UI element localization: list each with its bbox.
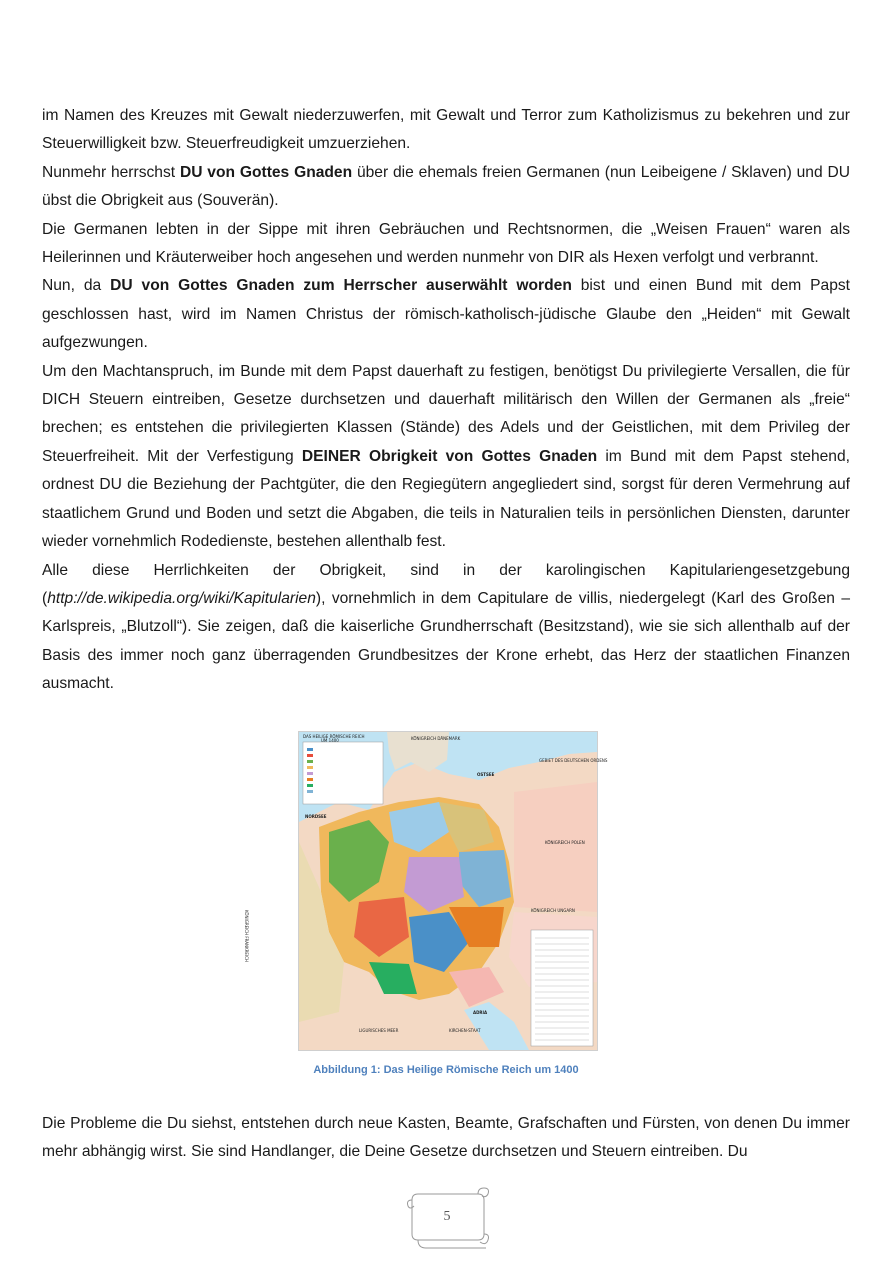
paragraph [42,102,850,159]
map-legend [303,742,383,804]
paragraph [42,272,850,357]
map-index [531,930,593,1046]
label-daenemark: KÖNIGREICH DÄNEMARK [411,736,461,741]
text-run: im Namen des Kreuzes mit Gewalt niederzuwerfen, mit Gewalt und Terror zum Katholizismus zu bekehren und zur Steuerwilligkeit bzw. Steuerfreudigkeit umzuerziehen. [42,107,850,153]
map-subtitle: UM 1400 [321,738,339,743]
page-number: 5 [443,1209,451,1224]
text-run: Alle diese Herrlichkeiten der Obrigkeit, sind in der karolingischen Kapitulariengesetzgebung ( [42,561,850,607]
text-run: DU von Gottes Gnaden zum Herrscher auserwählt worden [110,277,572,295]
text-run: über die ehemals freien Germanen (nun Leibeigene / Sklaven) und DU übst die Obrigkeit aus (Souverän). [42,163,850,210]
text-run: im Bund mit dem Papst stehend, ordnest DU die Beziehung der Pachtgüter, die den Regiegütern angegliedert sind, sorgst für deren Vermehrung auf staatlichem Grund und Boden und setzt die Abgaben, die teils in Naturalien teils in persönlichen Diensten, darunter wieder vornehmlich Rodedienste, bestehen allenthalb fest. [42,447,850,551]
label-kirchenstaat: KIRCHEN-STAAT [449,1028,481,1033]
text-run: DEINER Obrigkeit von Gottes Gnaden [301,447,598,465]
map-figure [244,731,608,1051]
holy-roman-empire-map [244,732,608,1050]
paragraph [42,358,850,557]
text-run: Nun, da [42,277,111,295]
text-run: DU von Gottes Gnaden [179,163,353,181]
text-run: bist und einen Bund mit dem Papst geschlossen hast, wird im Namen Christus der römisch-katholisch-jüdische Glaube den „Heiden“ mit Gewalt aufgezwungen. [42,277,851,352]
label-adria: ADRIA [473,1010,488,1015]
paragraph [42,216,850,273]
label-ligurisches-meer: LIGURISCHES MEER [359,1028,399,1033]
label-deutscher-orden: GEBIET DES DEUTSCHEN ORDENS [539,758,608,763]
figure-caption: Abbildung 1: Das Heilige Römische Reich um 1400 [313,1064,579,1076]
link-text: http://de.wikipedia.org/wiki/Kapitularien [47,589,316,607]
body-text-bottom [42,1110,850,1167]
label-polen: KÖNIGREICH POLEN [545,840,585,845]
label-ungarn: KÖNIGREICH UNGARN [531,908,575,913]
paragraph [42,1110,850,1167]
label-frankreich: KÖNIGREICH FRANKREICH [244,910,249,962]
page-number-badge [404,1188,490,1252]
text-run: Um den Machtanspruch, im Bunde mit dem Papst dauerhaft zu festigen, benötigst Du privilegierte Versallen, die für DICH Steuern eintreiben, Gesetze durchsetzen und dauerhaft militärisch den Willen der Germanen als „freie“ brechen; es entstehen die privilegierten Klassen (Stände) des Adels und der Geistlichen, mit dem Privileg der Steuerfreiheit. Mit der Verfestigung [42,362,850,465]
text-run: ), vornehmlich in dem Capitulare de villis, niedergelegt (Karl des Großen – Karlspreis, „Blutzoll“). Sie zeigen, daß die kaiserliche Grundherrschaft (Besitzstand), wie sie sich allenthalb auf der Basis des immer noch ganz überragenden Grundbesitzes der Krone erhebt, das Herz der staatlichen Finanzen ausmacht. [42,589,850,693]
label-nordsee: NORDSEE [305,814,327,819]
text-run: Die Germanen lebten in der Sippe mit ihren Gebräuchen und Rechtsnormen, die „Weisen Frauen“ waren als Heilerinnen und Kräuterweiber hoch angesehen und werden nunmehr von DIR als Hexen verfolgt und verbrannt. [42,220,850,267]
text-run: Die Probleme die Du siehst, entstehen durch neue Kasten, Beamte, Grafschaften und Fürsten, von denen Du immer mehr abhängig wirst. Sie sind Handlanger, die Deine Gesetze durchsetzen und Steuern eintreiben. Du [42,1115,850,1161]
body-text-top [42,102,850,699]
label-ostsee: OSTSEE [477,772,495,777]
map-title: DAS HEILIGE RÖMISCHE REICH [303,734,365,739]
paragraph [42,557,850,699]
text-run: Nunmehr herrschst [42,163,180,181]
poland-region [514,782,597,912]
paragraph [42,159,850,216]
